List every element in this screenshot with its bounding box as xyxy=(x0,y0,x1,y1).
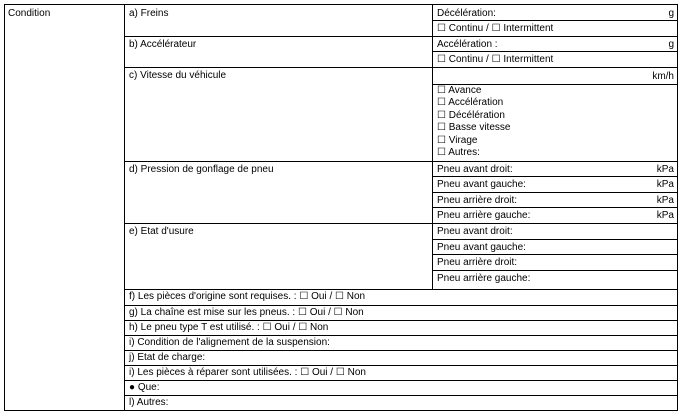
usure-row-label: Pneu arrière droit: xyxy=(437,257,518,268)
divider xyxy=(124,350,677,351)
checkbox-icon: ☐ xyxy=(437,109,446,121)
vitesse-option[interactable] xyxy=(437,147,510,159)
divider xyxy=(432,239,677,240)
usure-row-label: Pneu avant gauche: xyxy=(437,242,526,253)
pression-unit: kPa xyxy=(656,164,674,175)
row-pieces-reparer xyxy=(129,367,366,379)
row-pieces-oui-label: Oui xyxy=(311,367,328,378)
separator: / xyxy=(329,291,333,302)
usure-row-label: Pneu arrière gauche: xyxy=(437,273,531,284)
row-g xyxy=(129,307,364,319)
bullet-icon: ● xyxy=(129,382,136,393)
row-g-oui-checkbox[interactable]: ☐ xyxy=(297,307,307,318)
vitesse-option[interactable] xyxy=(437,110,510,122)
row-f xyxy=(129,291,365,303)
row-h-oui-label: Oui xyxy=(274,322,290,333)
option-label: Virage xyxy=(448,134,478,146)
accel-mode-options xyxy=(437,54,553,66)
divider xyxy=(432,192,677,193)
pression-label: d) Pression de gonflage de pneu xyxy=(129,164,274,175)
pression-row-label: Pneu avant droit: xyxy=(437,164,513,175)
divider xyxy=(432,51,677,52)
accel-acceleration-unit: g xyxy=(668,39,674,50)
separator: / xyxy=(486,54,489,65)
row-pieces-oui-checkbox[interactable]: ☐ xyxy=(300,367,310,378)
row-f-non-label: Non xyxy=(346,291,366,302)
divider xyxy=(432,270,677,271)
accelerateur-label: b) Accélérateur xyxy=(129,39,197,50)
row-que xyxy=(129,382,160,394)
condition-label: Condition xyxy=(8,8,51,19)
pression-row-label: Pneu arrière droit: xyxy=(437,195,518,206)
divider xyxy=(432,207,677,208)
vitesse-unit: km/h xyxy=(652,71,674,82)
row-g-oui-label: Oui xyxy=(309,307,326,318)
vitesse-option[interactable] xyxy=(437,85,510,97)
accel-continu-label: Continu xyxy=(448,54,484,65)
pression-row-label: Pneu arrière gauche: xyxy=(437,210,531,221)
row-f-oui-checkbox[interactable]: ☐ xyxy=(299,291,309,302)
row-g-non-checkbox[interactable]: ☐ xyxy=(333,307,343,318)
vitesse-option[interactable] xyxy=(437,135,510,147)
row-pieces-text: i) Les pièces à réparer sont utilisées. : xyxy=(129,367,298,378)
divider xyxy=(124,365,677,366)
divider xyxy=(124,67,677,68)
row-h-text: h) Le pneu type T est utilisé. : xyxy=(129,322,260,333)
row-f-non-checkbox[interactable]: ☐ xyxy=(335,291,344,302)
row-alignement: i) Condition de l'alignement de la suspension: xyxy=(129,337,330,348)
separator: / xyxy=(328,307,331,318)
row-pieces-non-checkbox[interactable]: ☐ xyxy=(335,367,345,378)
row-h-non-label: Non xyxy=(310,322,329,333)
row-pieces-non-label: Non xyxy=(347,367,366,378)
checkbox-icon: ☐ xyxy=(437,85,446,96)
accel-intermittent-checkbox[interactable]: ☐ xyxy=(491,54,501,65)
pression-row-label: Pneu avant gauche: xyxy=(437,179,526,190)
vitesse-option[interactable] xyxy=(437,122,510,134)
divider xyxy=(432,254,677,255)
freins-continu-checkbox[interactable]: ☐ xyxy=(437,23,446,34)
separator: / xyxy=(292,322,296,333)
divider xyxy=(124,380,677,381)
freins-continu-label: Continu xyxy=(448,23,484,34)
freins-deceleration-unit: g xyxy=(668,8,674,19)
vitesse-option[interactable] xyxy=(437,97,510,109)
freins-label: a) Freins xyxy=(129,8,169,19)
freins-intermittent-label: Intermittent xyxy=(503,23,554,34)
row-g-non-label: Non xyxy=(345,307,364,318)
freins-intermittent-checkbox[interactable]: ☐ xyxy=(491,23,501,34)
separator: / xyxy=(486,23,489,34)
divider xyxy=(124,395,677,396)
checkbox-icon: ☐ xyxy=(437,97,446,109)
usure-row-label: Pneu avant droit: xyxy=(437,226,513,237)
checkbox-icon: ☐ xyxy=(437,146,446,158)
divider xyxy=(432,20,677,21)
checkbox-icon: ☐ xyxy=(437,122,446,134)
divider xyxy=(124,161,677,162)
column-divider-values xyxy=(432,5,433,289)
checkbox-icon: ☐ xyxy=(437,134,446,146)
option-label: Avance xyxy=(448,85,482,96)
option-label: Accélération xyxy=(448,97,504,109)
row-f-oui-label: Oui xyxy=(311,291,327,302)
divider xyxy=(124,289,677,290)
accel-intermittent-label: Intermittent xyxy=(503,54,554,65)
row-que-text: Que: xyxy=(137,382,160,393)
divider xyxy=(124,305,677,306)
pression-unit: kPa xyxy=(656,195,674,206)
option-label: Autres: xyxy=(448,146,480,158)
row-etat-charge: j) Etat de charge: xyxy=(129,352,206,363)
vitesse-label: c) Vitesse du véhicule xyxy=(129,70,227,81)
pression-unit: kPa xyxy=(656,179,674,190)
divider xyxy=(432,176,677,177)
separator: / xyxy=(330,367,334,378)
vitesse-options xyxy=(437,85,510,159)
row-h-non-checkbox[interactable]: ☐ xyxy=(298,322,308,333)
pression-unit: kPa xyxy=(656,210,674,221)
condition-form xyxy=(4,4,678,411)
freins-mode-options xyxy=(437,23,553,35)
freins-deceleration-label: Décélération: xyxy=(437,8,496,19)
row-h-oui-checkbox[interactable]: ☐ xyxy=(262,322,272,333)
accel-continu-checkbox[interactable]: ☐ xyxy=(437,54,446,65)
accel-acceleration-label: Accélération : xyxy=(437,39,498,50)
row-g-text: g) La chaîne est mise sur les pneus. : xyxy=(129,307,296,318)
option-label: Basse vitesse xyxy=(448,122,511,134)
usure-label: e) Etat d'usure xyxy=(129,226,194,237)
divider xyxy=(124,223,677,224)
divider xyxy=(124,320,677,321)
option-label: Décélération xyxy=(448,109,505,121)
divider xyxy=(124,36,677,37)
row-h xyxy=(129,322,328,334)
row-f-text: f) Les pièces d'origine sont requises. : xyxy=(129,291,297,302)
row-autres: l) Autres: xyxy=(129,397,169,408)
divider xyxy=(124,335,677,336)
